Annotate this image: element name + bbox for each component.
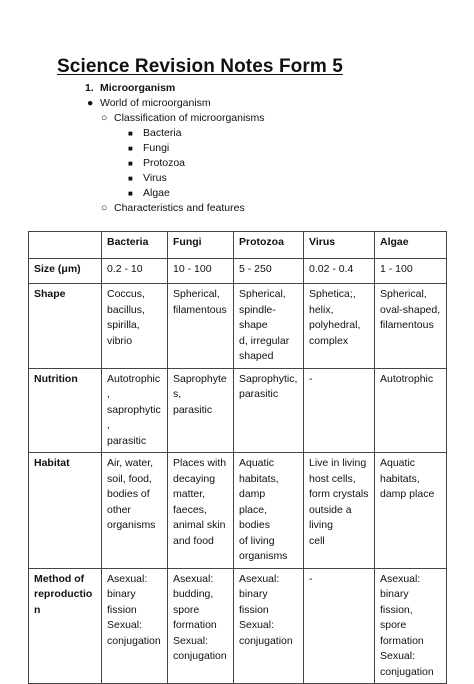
classification-item — [128, 187, 170, 200]
cell-text-line: formation — [380, 634, 424, 647]
cell-text-line: outside a living — [309, 503, 352, 531]
table-cell-nutrition-fungi — [168, 368, 234, 453]
cell-text-line: parasitic — [173, 403, 213, 416]
classification-item — [128, 172, 167, 185]
cell-text-line: Sexual: — [173, 634, 209, 647]
cell-text-line: decaying — [173, 472, 216, 485]
table-cell-size-fungi — [168, 259, 234, 284]
row-label-line: reproduction — [34, 588, 93, 616]
row-label-line: Nutrition — [34, 372, 78, 385]
cell-text-line: polyhedral, — [309, 319, 361, 331]
topic-label: World of microorganism — [100, 97, 211, 109]
topic-item — [87, 97, 211, 110]
cell-text-line: habitats, — [380, 472, 420, 485]
table-cell-habitat-bacteria — [102, 453, 168, 569]
cell-text-line: Asexual: — [239, 572, 280, 585]
cell-text-line: - — [309, 372, 313, 385]
cell-text-line: bacillus, — [107, 303, 145, 316]
cell-text-line: Asexual: — [173, 572, 214, 585]
classification-item — [128, 157, 185, 170]
cell-text-line: Coccus, — [107, 288, 145, 300]
cell-text-line: complex — [309, 334, 349, 347]
table-cell-nutrition-algae — [375, 368, 447, 453]
square-bullet-icon: ■ — [128, 174, 133, 183]
cell-text-line: - — [309, 572, 313, 585]
cell-text-line: filamentous — [380, 319, 434, 331]
cell-text-line: and food — [173, 534, 214, 547]
cell-text-line: matter, — [173, 488, 206, 500]
cell-text-line: parasitic — [239, 388, 279, 400]
header-cell-fungi: Fungi — [168, 232, 234, 259]
cell-text-line: formation — [173, 619, 217, 631]
table-cell-habitat-fungi — [168, 453, 234, 569]
cell-text-line: 0.02 - 0.4 — [309, 263, 354, 275]
header-cell-algae: Algae — [375, 232, 447, 259]
cell-text-line: animal skin — [173, 519, 226, 531]
row-label-nutrition — [29, 368, 102, 453]
cell-text-line: of living — [239, 534, 275, 547]
row-label-size — [29, 259, 102, 284]
table-cell-nutrition-bacteria — [102, 368, 168, 453]
cell-text-line: form crystals — [309, 488, 369, 500]
table-cell-habitat-virus — [304, 453, 375, 569]
row-label-line: Size (μm) — [34, 263, 81, 275]
cell-text-line: shaped — [239, 350, 274, 362]
cell-text-line: d, irregular — [239, 334, 290, 347]
page-title: Science Revision Notes Form 5 — [57, 56, 343, 77]
cell-text-line: 10 - 100 — [173, 263, 212, 275]
cell-text-line: Air, water, — [107, 457, 154, 469]
cell-text-line: helix, — [309, 303, 334, 316]
table-cell-reproduction-bacteria — [102, 568, 168, 684]
table-cell-size-algae — [375, 259, 447, 284]
cell-text-line: conjugation — [173, 650, 227, 662]
cell-text-line: organisms — [107, 519, 156, 531]
cell-text-line: spore — [380, 619, 407, 631]
cell-text-line: Sphetica;, — [309, 288, 356, 300]
cell-text-line: Asexual: — [107, 572, 148, 585]
square-bullet-icon: ■ — [128, 144, 133, 153]
classification-label: Protozoa — [143, 157, 186, 169]
cell-text-line: Asexual: — [380, 572, 421, 585]
cell-text-line: conjugation — [107, 634, 161, 647]
header-cell-virus: Virus — [304, 232, 375, 259]
cell-text-line: filamentous — [173, 303, 227, 316]
table-row-nutrition — [29, 368, 447, 453]
subtopic-label: Characteristics and features — [114, 202, 245, 214]
cell-text-line: damp place — [380, 488, 435, 500]
cell-text-line: Spherical, — [173, 288, 220, 300]
square-bullet-icon: ■ — [128, 159, 133, 168]
table-cell-reproduction-algae — [375, 568, 447, 684]
cell-text-line: Sexual: — [380, 650, 416, 662]
microorganism-characteristics-table — [28, 231, 447, 684]
cell-text-line: Saprophytes, — [173, 372, 227, 400]
row-label-shape — [29, 284, 102, 369]
table-cell-reproduction-virus — [304, 568, 375, 684]
cell-text-line: Places with — [173, 457, 227, 469]
table-row-shape — [29, 284, 447, 369]
header-cell-empty — [29, 232, 102, 259]
cell-text-line: saprophytic, — [107, 403, 161, 431]
table-cell-nutrition-virus — [304, 368, 375, 453]
table-cell-habitat-protozoa — [234, 453, 304, 569]
cell-text-line: parasitic — [107, 434, 147, 447]
square-bullet-icon: ■ — [128, 189, 133, 198]
cell-text-line: Aquatic — [239, 457, 275, 469]
table-row-habitat — [29, 453, 447, 569]
table-cell-shape-virus — [304, 284, 375, 369]
subtopic-item — [101, 202, 245, 215]
cell-text-line: Autotrophic, — [107, 372, 161, 400]
cell-text-line: oval-shaped, — [380, 303, 441, 316]
cell-text-line: Saprophytic, — [239, 372, 298, 385]
cell-text-line: other — [107, 503, 131, 516]
table-cell-habitat-algae — [375, 453, 447, 569]
table-header-row — [29, 232, 447, 259]
subtopic-label: Classification of microorganisms — [114, 112, 265, 124]
cell-text-line: place, bodies — [239, 503, 270, 531]
cell-text-line: Spherical, — [380, 288, 427, 300]
cell-text-line: conjugation — [239, 634, 293, 647]
table-cell-shape-protozoa — [234, 284, 304, 369]
cell-text-line: spirilla, vibrio — [107, 319, 140, 347]
cell-text-line: 5 - 250 — [239, 263, 272, 275]
table-cell-nutrition-protozoa — [234, 368, 304, 453]
table-cell-shape-fungi — [168, 284, 234, 369]
cell-text-line: habitats, damp — [239, 472, 279, 500]
table-body — [29, 259, 447, 684]
classification-label: Virus — [143, 172, 167, 184]
classification-item — [128, 142, 169, 155]
table-cell-shape-algae — [375, 284, 447, 369]
section-number: 1. — [85, 82, 94, 94]
table-cell-reproduction-protozoa — [234, 568, 304, 684]
cell-text-line: faeces, — [173, 503, 207, 516]
table-row-reproduction — [29, 568, 447, 684]
table-cell-shape-bacteria — [102, 284, 168, 369]
circle-bullet-icon: ○ — [101, 112, 108, 124]
cell-text-line: organisms — [239, 550, 288, 562]
cell-text-line: spore — [173, 603, 200, 616]
circle-bullet-icon: ○ — [101, 202, 108, 214]
classification-label: Bacteria — [143, 127, 182, 139]
cell-text-line: Autotrophic — [380, 372, 434, 385]
square-bullet-icon: ■ — [128, 129, 133, 138]
cell-text-line: cell — [309, 534, 325, 547]
cell-text-line: binary fission — [239, 588, 269, 616]
header-cell-bacteria: Bacteria — [102, 232, 168, 259]
row-label-line: Method of — [34, 572, 85, 585]
cell-text-line: bodies of — [107, 488, 150, 500]
cell-text-line: Sexual: — [107, 619, 143, 631]
cell-text-line: host cells, — [309, 472, 356, 485]
cell-text-line: Spherical, — [239, 288, 286, 300]
cell-text-line: spindle-shape — [239, 303, 276, 331]
row-label-line: Habitat — [34, 457, 70, 469]
cell-text-line: conjugation — [380, 665, 434, 678]
table-cell-size-virus — [304, 259, 375, 284]
cell-text-line: budding, — [173, 588, 214, 600]
table-cell-reproduction-fungi — [168, 568, 234, 684]
cell-text-line: Aquatic — [380, 457, 416, 469]
table-row-size — [29, 259, 447, 284]
header-cell-protozoa: Protozoa — [234, 232, 304, 259]
classification-item — [128, 127, 182, 140]
cell-text-line: soil, food, — [107, 472, 152, 485]
row-label-reproduction — [29, 568, 102, 684]
section-label: Microorganism — [100, 82, 176, 94]
row-label-line: Shape — [34, 288, 66, 300]
bullet-icon: ● — [87, 97, 94, 109]
cell-text-line: binary fission, — [380, 588, 413, 616]
table-cell-size-bacteria — [102, 259, 168, 284]
row-label-habitat — [29, 453, 102, 569]
section-heading — [85, 82, 175, 95]
cell-text-line: 1 - 100 — [380, 263, 413, 275]
classification-label: Algae — [143, 187, 170, 199]
cell-text-line: Sexual: — [239, 619, 275, 631]
cell-text-line: binary fission — [107, 588, 137, 616]
classification-label: Fungi — [143, 142, 170, 154]
cell-text-line: Live in living — [309, 457, 367, 469]
subtopic-item — [101, 112, 265, 125]
cell-text-line: 0.2 - 10 — [107, 263, 143, 275]
table-cell-size-protozoa — [234, 259, 304, 284]
